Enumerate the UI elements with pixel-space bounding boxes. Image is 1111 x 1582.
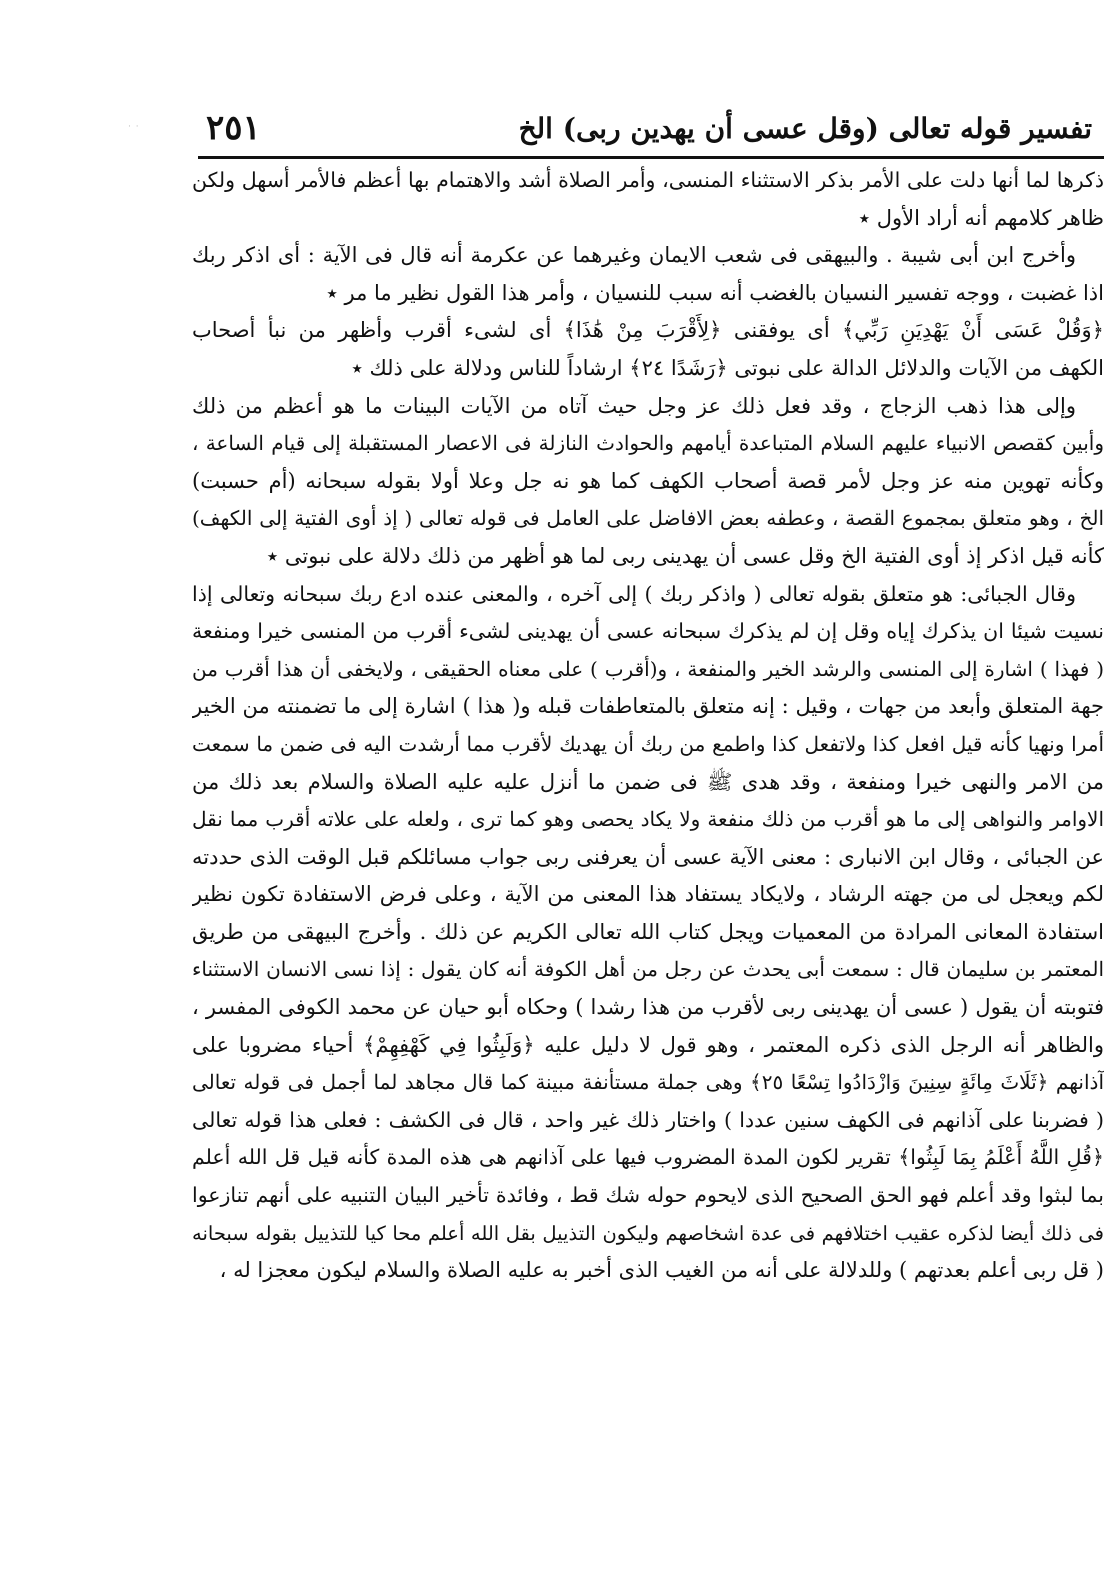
- text-line: وأبين كقصص الانبياء عليهم السلام المتباعدة أيامهم والحوادث النازلة فى الاعصار المستقبلة إلى قيام الساعة ،: [192, 431, 1104, 456]
- text-line: ظاهر كلامهم أنه أراد الأول ٭: [858, 205, 1104, 230]
- text-line: ( قل ربى أعلم بعدتهم ) وللدلالة على أنه من الغيب الذى أخبر به عليه الصلاة والسلام ليكون معجزا له ،: [219, 1258, 1104, 1283]
- text-line: المعتمر بن سليمان قال : سمعت أبى يحدث عن رجل من أهل الكوفة أنه كان يقول : إذا نسى الانسان الاستثناء: [192, 957, 1104, 982]
- text-line: عن الجبائى ، وقال ابن الانبارى : معنى الآية عسى أن يعرفنى ربى جواب مسائلكم قبل الوقت الذى حددته: [192, 844, 1104, 869]
- text-line: ( فهذا ) اشارة إلى المنسى والرشد الخير والمنفعة ، و(أقرب ) على معناه الحقيقى ، ولايخفى أن هذا أقرب من: [192, 656, 1104, 681]
- text-line: كأنه قيل اذكر إذ أوى الفتية الخ وقل عسى أن يهدينى ربى لما هو أظهر من ذلك دلالة على نبوتى ٭: [266, 543, 1104, 568]
- page-number: ٢٥١: [206, 108, 261, 148]
- text-line: بما لبثوا وقد أعلم فهو الحق الصحيح الذى لايحوم حوله شك قط ، وفائدة تأخير البيان التنبيه على أنهم تنازعوا: [192, 1183, 1104, 1208]
- margin-scan-artifact: · ·: [128, 122, 140, 132]
- text-line: الاوامر والنواهى إلى ما هو أقرب من ذلك منفعة ولا يكاد يحصى وهو كما ترى ، ولعله على علاته أقرب مما نقل: [192, 807, 1104, 832]
- text-line: آذانهم ﴿ثَلَاثَ مِائَةٍ سِنِينَ وَازْدَادُوا تِسْعًا ٢٥﴾ وهى جملة مستأنفة مبينة كما قال مجاهد لما أجمل فى قوله تعالى: [192, 1070, 1104, 1095]
- text-line: ذكرها لما أنها دلت على الأمر بذكر الاستثناء المنسى، وأمر الصلاة أشد والاهتمام بها أعظم فالأمر أسهل ولكن: [192, 168, 1104, 192]
- text-line: اذا غضبت ، ووجه تفسير النسيان بالغضب أنه سبب للنسيان ، وأمر هذا القول نظير ما مر ٭: [326, 280, 1104, 305]
- text-line: الكهف من الآيات والدلائل الدالة على نبوتى ﴿رَشَدًا ٢٤﴾ ارشاداً للناس ودلالة على ذلك ٭: [351, 355, 1104, 380]
- text-line: ( فضربنا على آذانهم فى الكهف سنين عددا ) واختار ذلك غير واحد ، قال فى الكشف : فعلى هذا قوله تعالى: [192, 1107, 1104, 1132]
- text-line: ﴿قُلِ اللَّهُ أَعْلَمُ بِمَا لَبِثُوا﴾ تقرير لكون المدة المضروب فيها على آذانهم هى هذه المدة كأنه قيل قل الله أعلم: [192, 1145, 1104, 1170]
- text-line: وأخرج ابن أبى شيبة . والبيهقى فى شعب الايمان وغيرهما عن عكرمة أنه قال فى الآية : أى اذكر ربك: [192, 243, 1076, 268]
- text-line: الخ ، وهو متعلق بمجموع القصة ، وعطفه بعض الافاضل على العامل فى قوله تعالى ( إذ أوى الفتية إلى الكهف): [192, 506, 1104, 531]
- running-title: تفسير قوله تعالى (وقل عسى أن يهدين ربى) الخ: [518, 112, 1092, 145]
- text-line: فتوبته أن يقول ( عسى أن يهدينى ربى لأقرب من هذا رشدا ) وحكاه أبو حيان عن محمد الكوفى المفسر ،: [192, 995, 1104, 1020]
- text-line: أمرا ونهيا كأنه قيل افعل كذا ولاتفعل كذا واطمع من ربك أن يهديك لأقرب مما أرشدت اليه فى ضمن ما سمعت: [192, 731, 1104, 756]
- text-line: والظاهر أنه الرجل الذى ذكره المعتمر ، وهو قول لا دليل عليه ﴿وَلَبِثُوا فِي كَهْفِهِمْ﴾ أحياء مضروبا على: [192, 1032, 1104, 1057]
- body-text: [192, 162, 1104, 1482]
- text-line: ﴿وَقُلْ عَسَى أَنْ يَهْدِيَنِ رَبِّي﴾ أى يوفقنى ﴿لِأَقْرَبَ مِنْ هَٰذَا﴾ أى لشىء أقرب وأظهر من نبأ أصحاب: [192, 318, 1104, 343]
- page-header: [198, 104, 1104, 158]
- text-line: لكم ويعجل لى من جهته الرشاد ، ولايكاد يستفاد هذا المعنى من الآية ، وعلى فرض الاستفادة تكون نظير: [192, 882, 1104, 907]
- text-line: نسيت شيئا ان يذكرك إياه وقل إن لم يذكرك سبحانه عسى أن يهدينى لشىء أقرب من المنسى خيرا ومنفعة: [192, 619, 1104, 644]
- header-rule: [198, 156, 1104, 159]
- text-line: وقال الجبائى: هو متعلق بقوله تعالى ( واذكر ربك ) إلى آخره ، والمعنى عنده ادع ربك سبحانه وتعالى إذا: [192, 581, 1076, 606]
- text-line: جهة المتعلق وأبعد من جهات ، وقيل : إنه متعلق بالمتعاطفات قبله و( هذا ) اشارة إلى ما تضمنته من الخير: [192, 694, 1104, 719]
- text-line: وكأنه تهوين منه عز وجل لأمر قصة أصحاب الكهف كما هو نه جل وعلا أولا بقوله سبحانه (أم حسبت): [192, 468, 1104, 493]
- text-line: فى ذلك أيضا لذكره عقيب اختلافهم فى عدة اشخاصهم وليكون التذييل بقل الله أعلم محا كيا للتذييل بقوله سبحانه: [192, 1221, 1104, 1245]
- text-line: وإلى هذا ذهب الزجاج ، وقد فعل ذلك عز وجل حيث آتاه من الآيات البينات ما هو أعظم من ذلك: [192, 393, 1076, 418]
- text-line: استفادة المعانى المرادة من المعميات ويجل كتاب الله تعالى الكريم عن ذلك . وأخرج البيهقى من طريق: [192, 919, 1104, 944]
- text-line: من الامر والنهى خيرا ومنفعة ، وقد هدى ﷺ فى ضمن ما أنزل عليه عليه الصلاة والسلام بعد ذلك من: [192, 769, 1104, 794]
